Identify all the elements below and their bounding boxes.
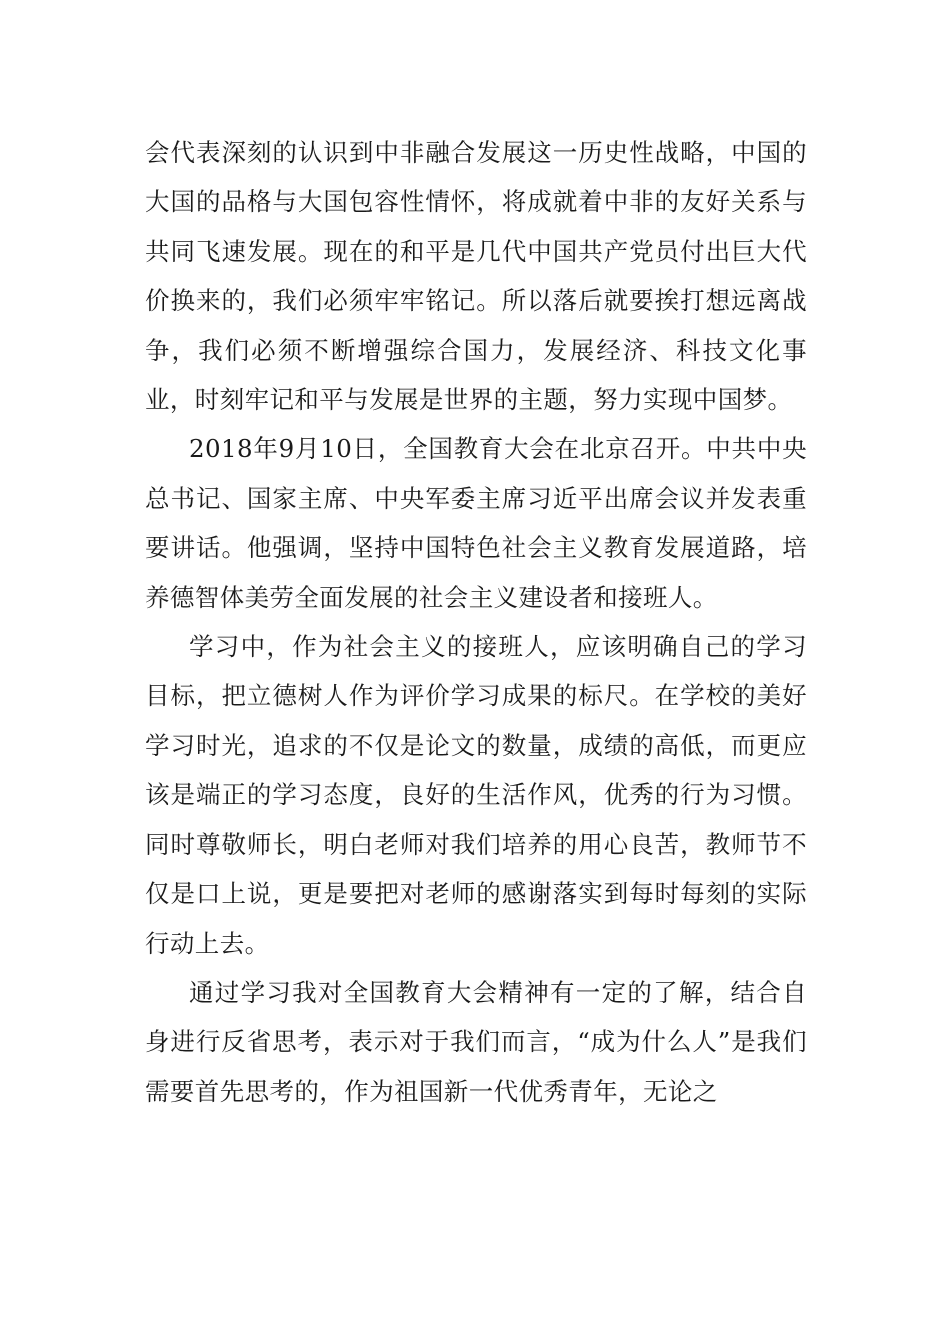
paragraph-4: 通过学习我对全国教育大会精神有一定的了解，结合自身进行反省思考，表示对于我们而言，“成为什么人”是我们需要首先思考的，作为祖国新一代优秀青年，无论之 — [145, 977, 807, 1106]
document-body — [145, 128, 807, 1116]
paragraph-2: 2018年9月10日，全国教育大会在北京召开。中共中央总书记、国家主席、中央军委主席习近平出席会议并发表重要讲话。他强调，坚持中国特色社会主义教育发展道路，培养德智体美劳全面发展的社会主义建设者和接班人。 — [145, 434, 807, 612]
paragraph-3: 学习中，作为社会主义的接班人，应该明确自己的学习目标，把立德树人作为评价学习成果的标尺。在学校的美好学习时光，追求的不仅是论文的数量，成绩的高低，而更应该是端正的学习态度，良好的生活作风，优秀的行为习惯。同时尊敬师长，明白老师对我们培养的用心良苦，教师节不仅是口上说，更是要把对老师的感谢落实到每时每刻的实际行动上去。 — [145, 632, 807, 958]
paragraph-1: 会代表深刻的认识到中非融合发展这一历史性战略，中国的大国的品格与大国包容性情怀，将成就着中非的友好关系与共同飞速发展。现在的和平是几代中国共产党员付出巨大代价换来的，我们必须牢牢铭记。所以落后就要挨打想远离战争，我们必须不断增强综合国力，发展经济、科技文化事业，时刻牢记和平与发展是世界的主题，努力实现中国梦。 — [145, 138, 807, 415]
